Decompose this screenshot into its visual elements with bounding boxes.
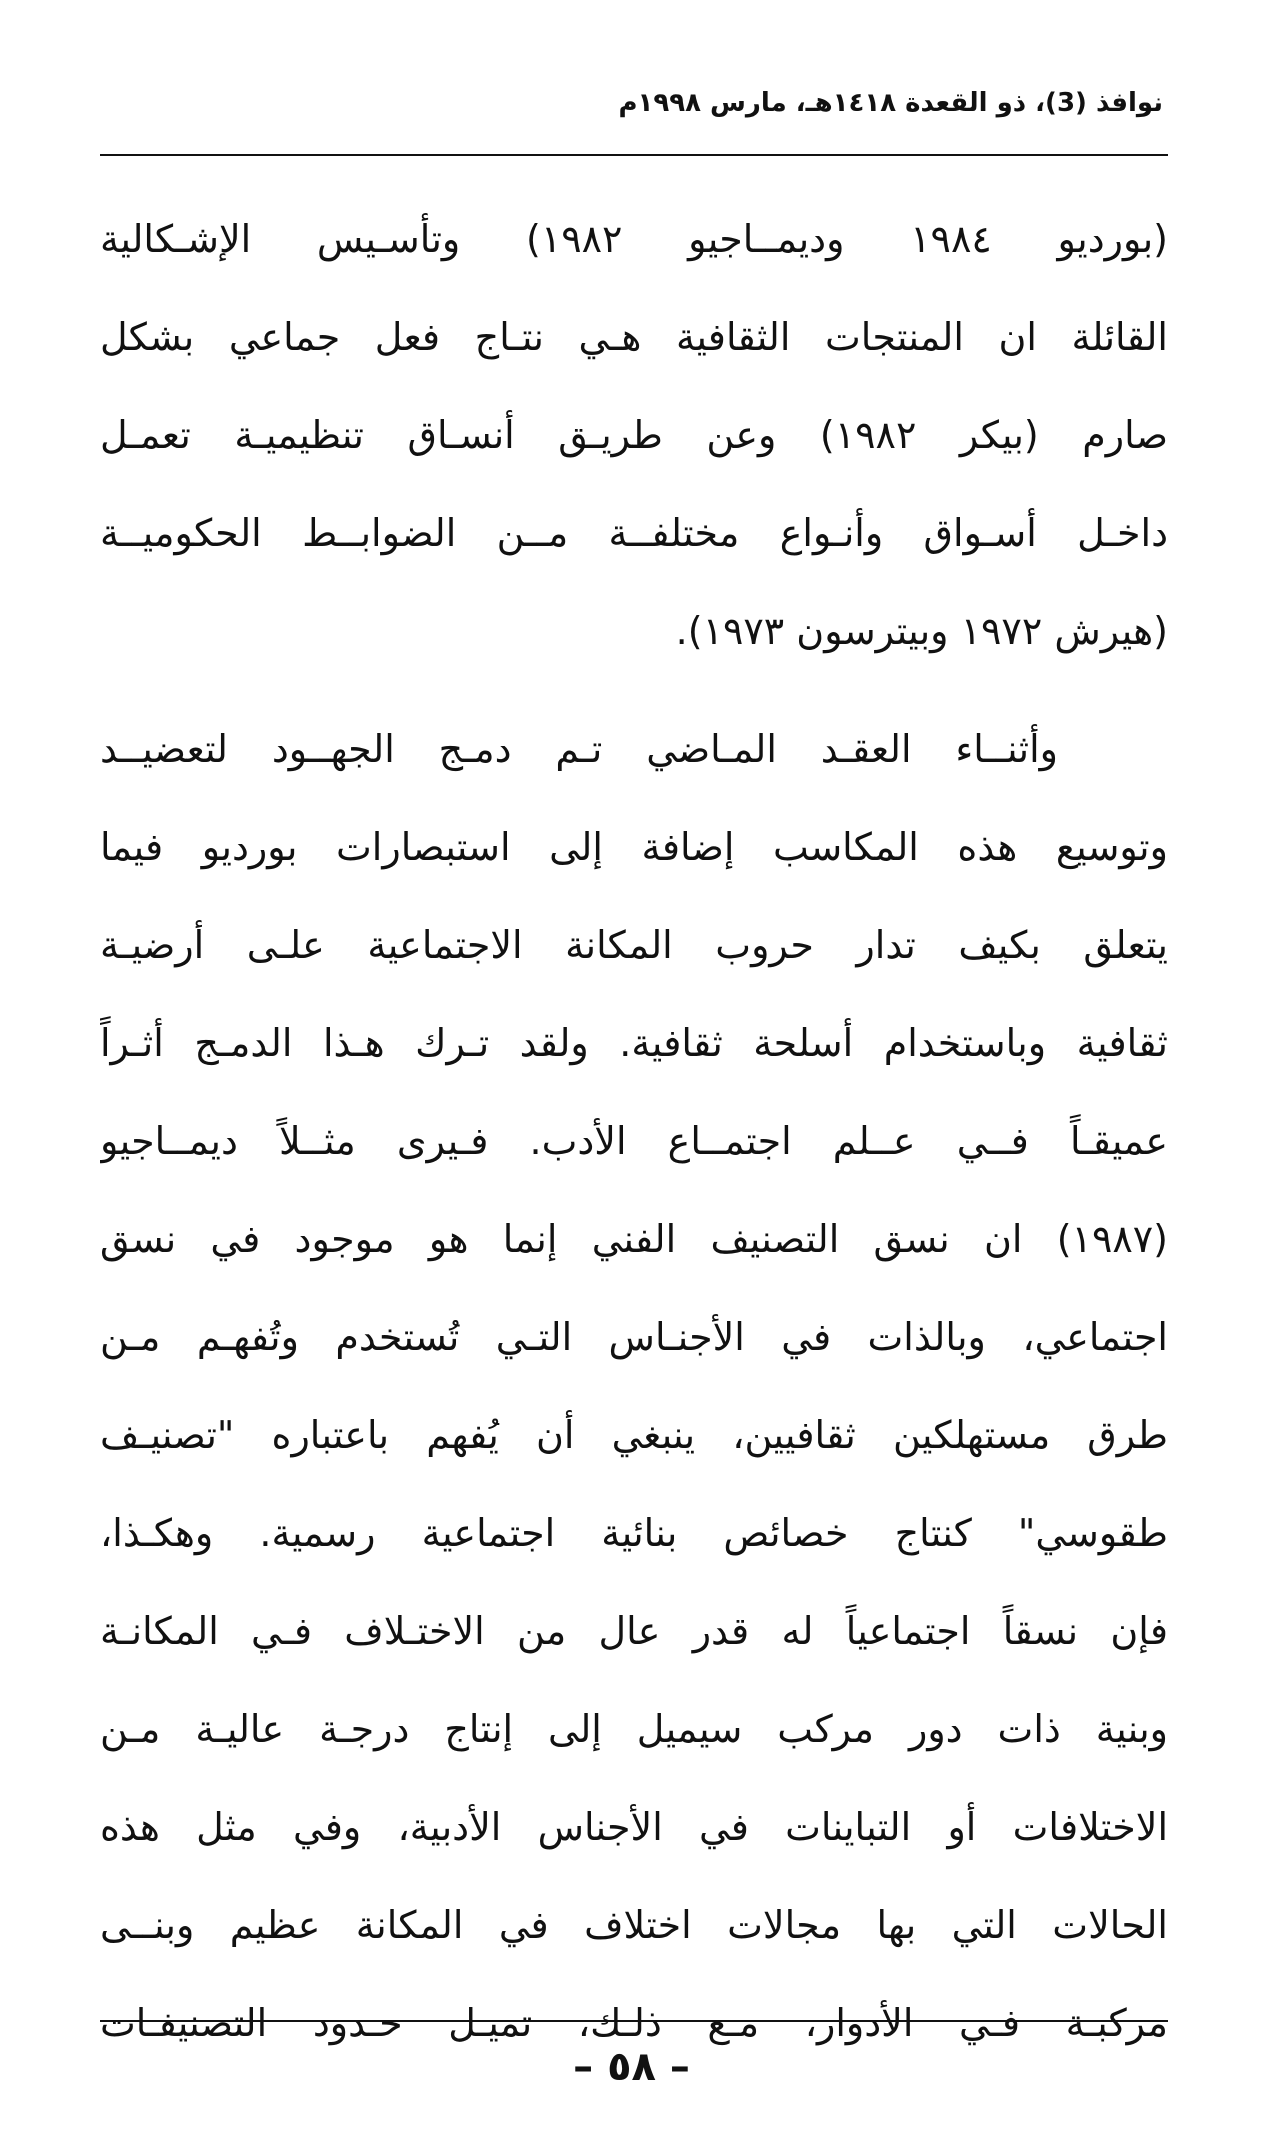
- text-line: اجتماعي، وبالذات في الأجنـاس التـي تُستخدم وتُفهـم مـن: [100, 1315, 1168, 1359]
- text-line: فإن نسقاً اجتماعياً له قدر عال من الاختـلاف فـي المكانـة: [100, 1609, 1168, 1653]
- page-number: – ٥٨ –: [573, 2044, 690, 2090]
- body-text: [100, 190, 1168, 2072]
- text-line: داخـل أسـواق وأنـواع مختلفــة مــن الضوابــط الحكوميــة: [100, 511, 1168, 555]
- text-line: وبنية ذات دور مركب سيميل إلى إنتاج درجـة عاليـة مـن: [100, 1707, 1168, 1751]
- footer-rule: [100, 2020, 1168, 2022]
- text-line: طقوسي" كنتاج خصائص بنائية اجتماعية رسمية. وهكـذا،: [100, 1511, 1168, 1555]
- header-rule: [100, 154, 1168, 156]
- text-line: الحالات التي بها مجالات اختلاف في المكانة عظيم وبنــى: [100, 1903, 1168, 1947]
- paragraph-gap: [100, 680, 1168, 700]
- text-line: (١٩٨٧) ان نسق التصنيف الفني إنما هو موجود في نسق: [100, 1217, 1168, 1261]
- text-line: وتوسيع هذه المكاسب إضافة إلى استبصارات بورديو فيما: [100, 825, 1168, 869]
- running-header: نوافذ (3)، ذو القعدة ١٤١٨هـ، مارس ١٩٩٨م: [618, 88, 1163, 118]
- paragraph-2: [100, 700, 1168, 2072]
- text-line: يتعلق بكيف تدار حروب المكانة الاجتماعية علـى أرضيـة: [100, 923, 1168, 967]
- text-line: طرق مستهلكين ثقافيين، ينبغي أن يُفهم باعتباره "تصنيـف: [100, 1413, 1168, 1457]
- text-line: عميقـاً فــي عــلم اجتمــاع الأدب. فـيرى مثــلاً ديمــاجيو: [100, 1119, 1168, 1163]
- text-line: (هيرش ١٩٧٢ وبيترسون ١٩٧٣).: [675, 609, 1168, 653]
- text-line: القائلة ان المنتجات الثقافية هـي نتـاج فعل جماعي بشكل: [100, 315, 1168, 359]
- text-line: مركبـة فـي الأدوار، مـع ذلـك، تميـل حـدود التصنيفـات: [100, 2001, 1168, 2045]
- text-line: (بورديو ١٩٨٤ وديمــاجيو ١٩٨٢) وتأسـيس الإشـكالية: [100, 217, 1168, 261]
- text-line: ثقافية وباستخدام أسلحة ثقافية. ولقد تـرك هـذا الدمـج أثـراً: [100, 1021, 1168, 1065]
- text-line: صارم (بيكر ١٩٨٢) وعن طريـق أنسـاق تنظيميـة تعمـل: [100, 413, 1168, 457]
- paragraph-1: [100, 190, 1168, 680]
- text-line: الاختلافات أو التباينات في الأجناس الأدبية، وفي مثل هذه: [100, 1805, 1168, 1849]
- text-line: وأثنــاء العقـد المـاضي تـم دمـج الجهــود لتعضيــد: [100, 727, 1058, 771]
